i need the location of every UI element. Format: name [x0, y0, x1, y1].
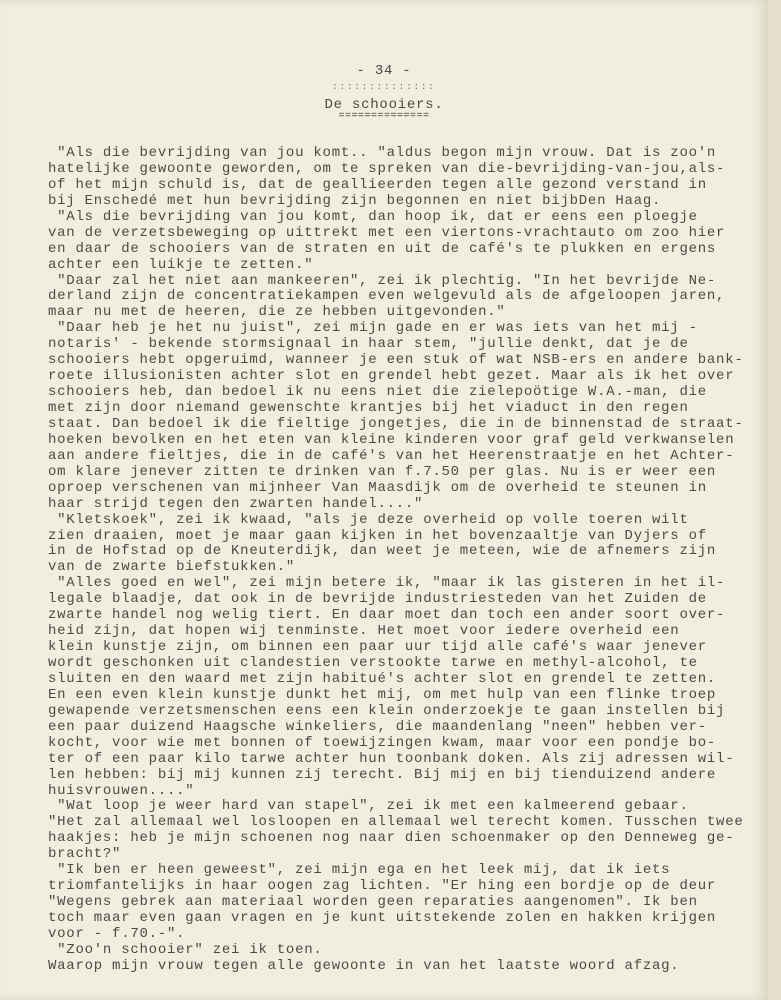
text-line: "Zoo'n schooier" zei ik toen. — [48, 941, 323, 958]
text-line: roete illusionisten achter slot en grendel hebt gezet. Maar als ik het over — [48, 368, 735, 385]
text-line: een paar duizend Haagsche winkeliers, die maandenlang "neen" hebben ver- — [48, 718, 707, 735]
text-line: oproep verschenen van mijnheer Van Maasdijk om de overheid te steunen in — [48, 479, 707, 496]
text-line: "Wat loop je weer hard van stapel", zei ik met een kalmeerend gebaar. — [48, 798, 689, 815]
text-line: wordt geschonken uit clandestien verstookte tarwe en methyl-alcohol, te — [48, 655, 698, 671]
text-line: "Alles goed en wel", zei mijn betere ik, "maar ik las gisteren in het il- — [48, 575, 726, 592]
text-line: maar nu met de heeren, die ze hebben uitgevonden." — [48, 304, 506, 321]
text-line: of het mijn schuld is, dat de geallieerden tegen alle gezond verstand in — [48, 176, 707, 193]
text-line: staat. Dan bedoel ik die fieltige jongetjes, die in de binnenstad de straat- — [48, 415, 744, 432]
title-underline: ============== — [338, 111, 430, 122]
text-line: len hebben: bij mij kunnen zij terecht. Bij mij en bij tienduizend andere — [48, 766, 717, 783]
text-line: zwarte handel nog welig tiert. En daar moet dan toch een ander soort over- — [48, 607, 726, 624]
page-number: - 34 - — [356, 63, 412, 79]
text-line: "Als die bevrijding van jou komt.. "aldus begon mijn vrouw. Dat is zoo'n — [48, 145, 717, 161]
text-line: aan andere fieltjes, die in de café's van het Heerenstraatje en het Achter- — [48, 447, 735, 464]
text-line: "Kletskoek", zei ik kwaad, "als je deze overheid op volle toeren wilt — [48, 511, 689, 528]
text-line: "Wegens gebrek aan materiaal worden geen reparaties aangenomen". Ik ben — [48, 894, 698, 911]
text-line: sluiten en den waard met zijn habitué's achter slot en grendel te zetten. — [48, 670, 717, 687]
text-line: legale blaadje, dat ook in de bevrijde industriesteden van het Zuiden de — [48, 591, 707, 608]
text-line: kocht, voor wie met bonnen of toewijzingen kwam, maar voor een pondje bo- — [48, 734, 717, 751]
text-line: zien draaien, moet je maar gaan kijken in het bovenzaaltje van Dyjers of — [48, 527, 707, 544]
text-line: haar strijd tegen den zwarten handel...." — [48, 495, 424, 512]
text-line: met zijn door niemand gewenschte krantjes bij het viaduct in den regen — [48, 400, 689, 416]
text-line: hatelijke gewoonte geworden, om te spreken van die-bevrijding-van-jou,als- — [48, 160, 726, 177]
text-line: En een even klein kunstje dunkt het mij, om met hulp van een flinke troep — [48, 686, 717, 703]
text-line: van de zwarte biefstukken." — [48, 559, 296, 576]
text-line: haakjes: heb je mijn schoenen nog naar dien schoenmaker op den Denneweg ge- — [48, 830, 735, 847]
text-line: om klare jenever zitten te drinken van f.7.50 per glas. Nu is er weer een — [48, 463, 717, 480]
text-line: triomfantelijks in haar oogen zag lichten. "Er hing een bordje op de deur — [48, 878, 717, 895]
text-line: heid zijn, dat hopen wij tenminste. Het moet voor iedere overheid een — [48, 623, 680, 640]
text-line: van de verzetsbeweging op uittrekt met een viertons-vrachtauto om zoo hier — [48, 224, 726, 241]
body-text — [48, 145, 744, 974]
text-line: en daar de schooiers van de straten en uit de café's te plukken en ergens — [48, 240, 717, 257]
text-line: voor - f.70.-". — [48, 925, 186, 942]
text-line: notaris' - bekende stormsignaal in haar stem, "jullie denkt, dat je de — [48, 336, 689, 353]
text-line: schooiers hebt opgeruimd, wanneer je een stuk of wat NSB-ers en andere bank- — [48, 352, 744, 369]
text-line: "Daar heb je het nu juist", zei mijn gade en er was iets van het mij - — [48, 320, 698, 337]
text-line: achter een luikje te zetten." — [48, 256, 314, 273]
text-line: toch maar even gaan vragen en je kunt uitstekende zolen en hakken krijgen — [48, 910, 717, 926]
text-line: Waarop mijn vrouw tegen alle gewoonte in van het laatste woord afzag. — [48, 957, 680, 974]
text-line: in de Hofstad op de Kneuterdijk, dan weet je meteen, wie de afnemers zijn — [48, 543, 717, 560]
text-line: klein kunstje zijn, om binnen een paar uur tijd alle café's waar jenever — [48, 639, 707, 656]
text-line: "Het zal allemaal wel losloopen en allemaal wel terecht komen. Tusschen twee — [48, 814, 744, 831]
text-line: huisvrouwen...." — [48, 782, 195, 799]
text-line: schooiers heb, dan bedoel ik nu eens niet die zielepoötige W.A.-man, die — [48, 384, 707, 401]
text-line: derland zijn de concentratiekampen even welgevuld als de afgeloopen jaren, — [48, 288, 726, 305]
text-line: bracht?" — [48, 846, 122, 863]
text-line: "Ik ben er heen geweest", zei mijn ega en het leek mij, dat ik iets — [48, 862, 671, 879]
text-line: gewapende verzetsmenschen eens een klein onderzoekje te gaan instellen bij — [48, 702, 726, 719]
text-line: "Daar zal het niet aan mankeeren", zei ik plechtig. "In het bevrijde Ne- — [48, 272, 717, 289]
text-line: ter of een paar kilo tarwe achter hun toonbank doken. Als zij adressen wil- — [48, 750, 735, 767]
page-title: De schooiers. — [324, 97, 444, 113]
text-line: hoeken bevolken en het eten van kleine kinderen voor graf geld verkwanselen — [48, 431, 735, 448]
page-edge — [768, 0, 781, 1000]
title-dots: :::::::::::::: — [332, 82, 436, 92]
text-line: "Als die bevrijding van jou komt, dan hoop ik, dat er eens een ploegje — [48, 208, 698, 225]
text-line: bij Enschedé met hun bevrijding zijn begonnen en niet bijbDen Haag. — [48, 192, 662, 209]
